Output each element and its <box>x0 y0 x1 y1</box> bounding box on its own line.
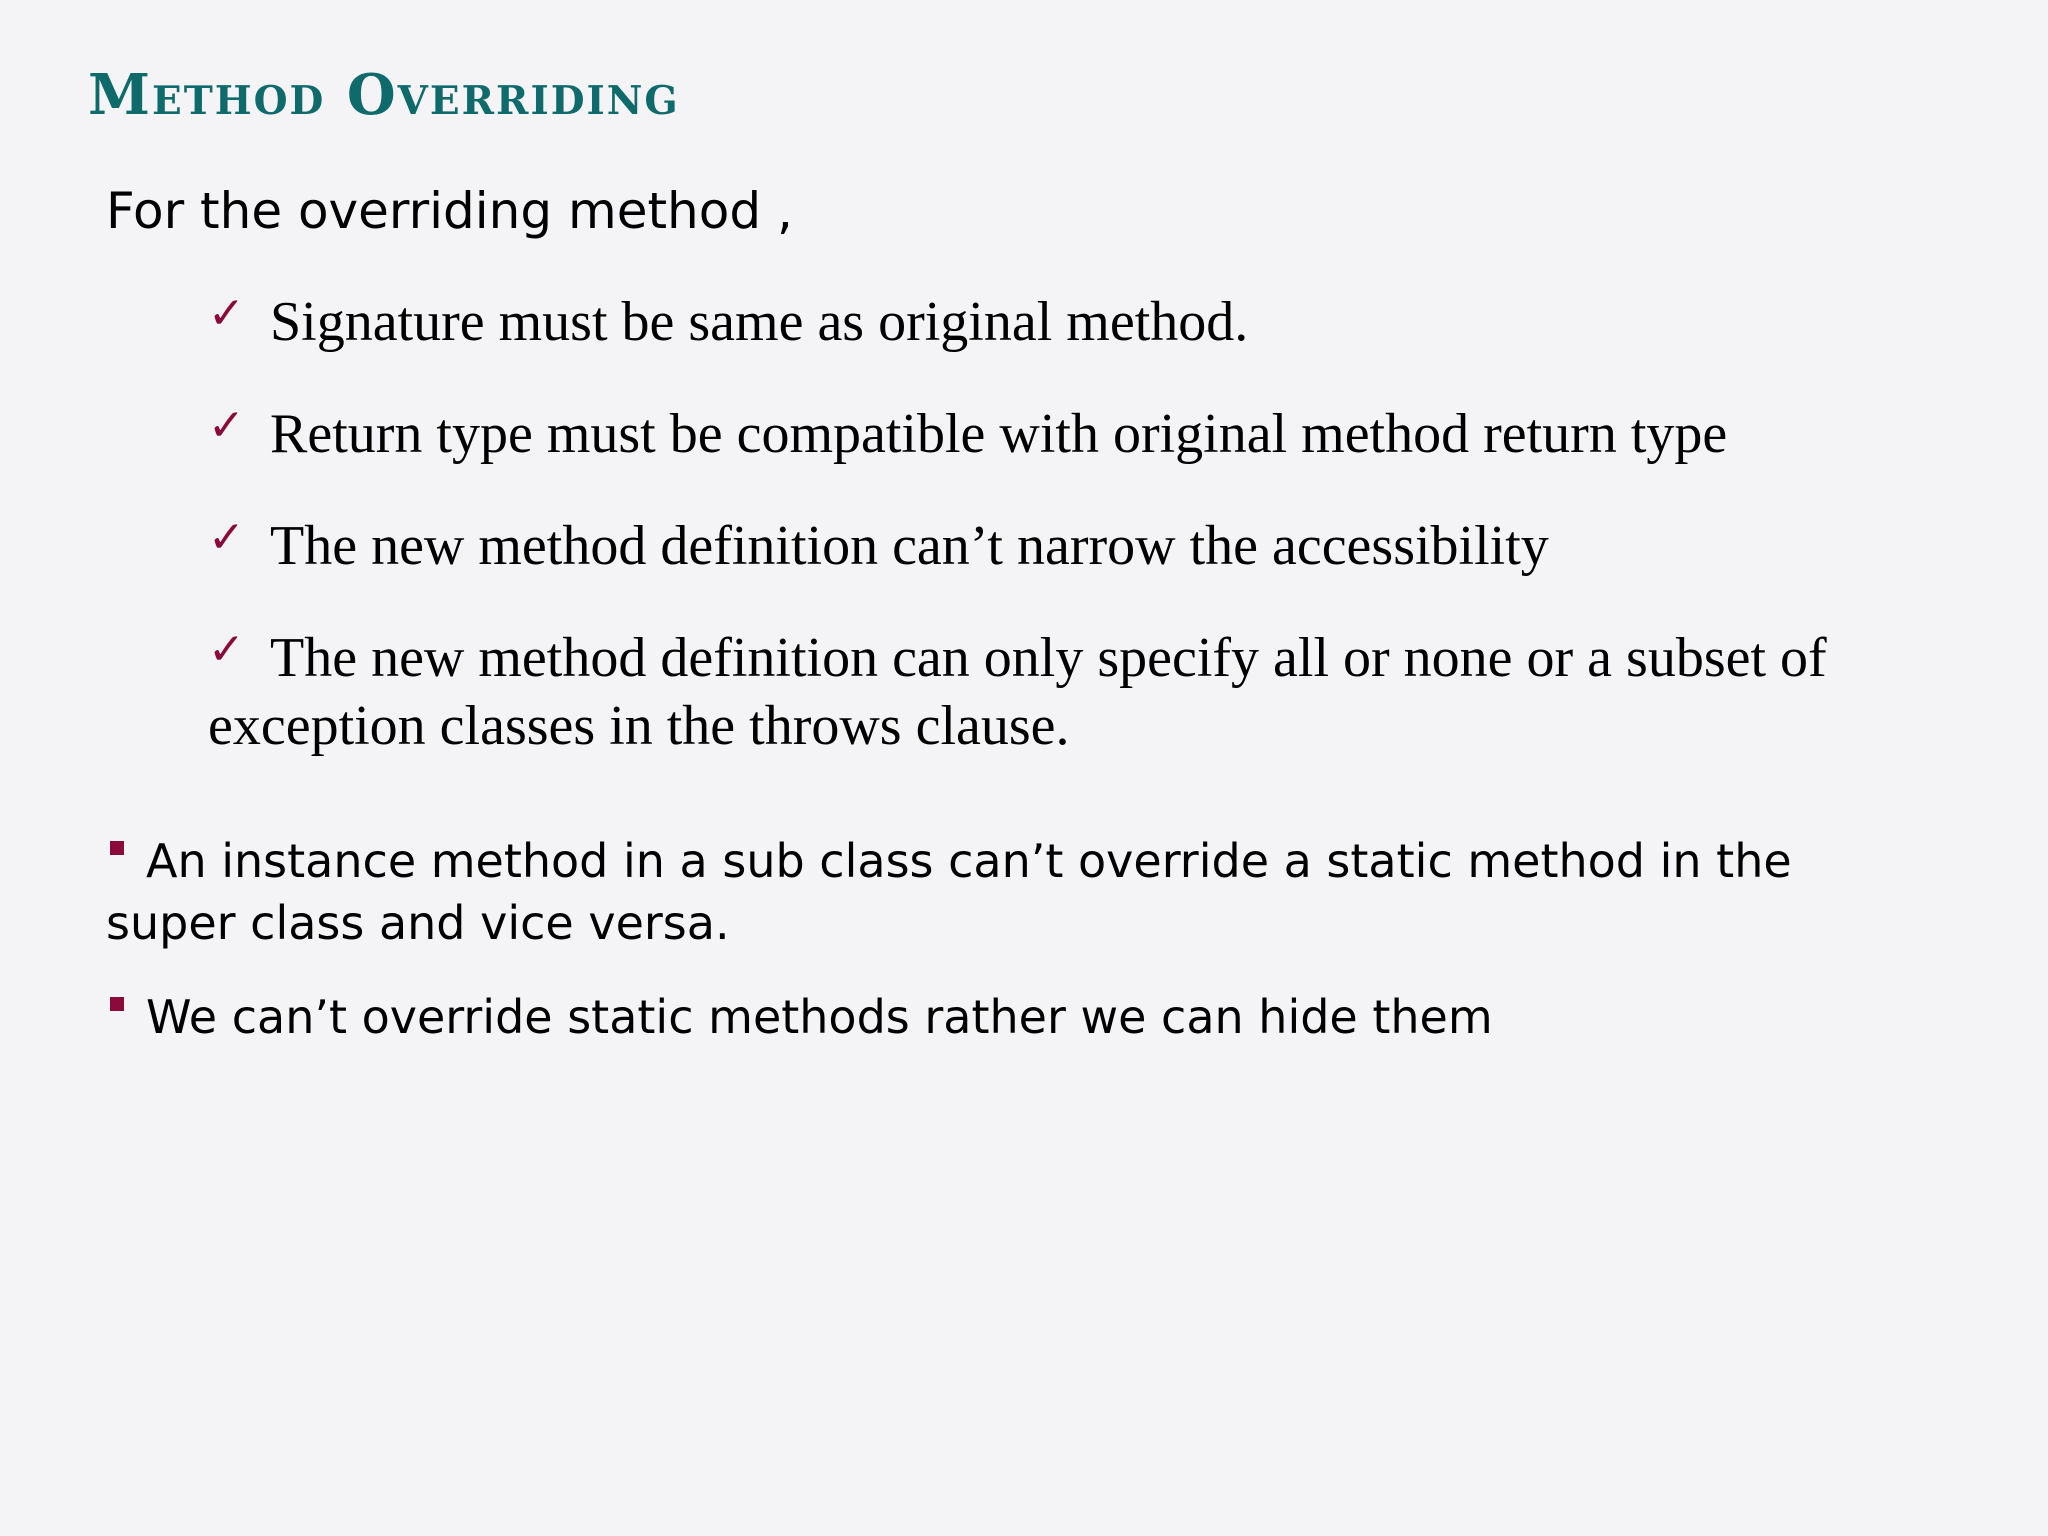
note-text: An instance method in a sub class can’t override a static method in the super class and vice versa. <box>106 834 1792 950</box>
check-icon: ✓ <box>208 512 245 563</box>
rules-list <box>208 280 1908 796</box>
rule-text: Return type must be compatible with original method return type <box>270 403 1728 465</box>
check-icon: ✓ <box>208 400 245 451</box>
note-item <box>106 830 1906 954</box>
square-bullet-icon <box>110 997 124 1011</box>
rule-item <box>208 392 1908 468</box>
rule-item <box>208 504 1908 580</box>
rule-text: Signature must be same as original method. <box>270 291 1249 353</box>
rule-text: The new method definition can only specify all or none or a subset of exception classes in the throws clause. <box>208 627 1827 757</box>
square-bullet-icon <box>110 841 124 855</box>
rule-item <box>208 616 1908 760</box>
note-text: We can’t override static methods rather we can hide them <box>146 990 1493 1044</box>
check-icon: ✓ <box>208 288 245 339</box>
check-icon: ✓ <box>208 624 245 675</box>
rule-text: The new method definition can’t narrow the accessibility <box>270 515 1549 577</box>
rule-item <box>208 280 1908 356</box>
note-item <box>106 986 1906 1048</box>
slide-title: Method Overriding <box>88 62 680 128</box>
intro-text: For the overriding method , <box>106 182 793 240</box>
notes-list <box>106 830 1906 1080</box>
